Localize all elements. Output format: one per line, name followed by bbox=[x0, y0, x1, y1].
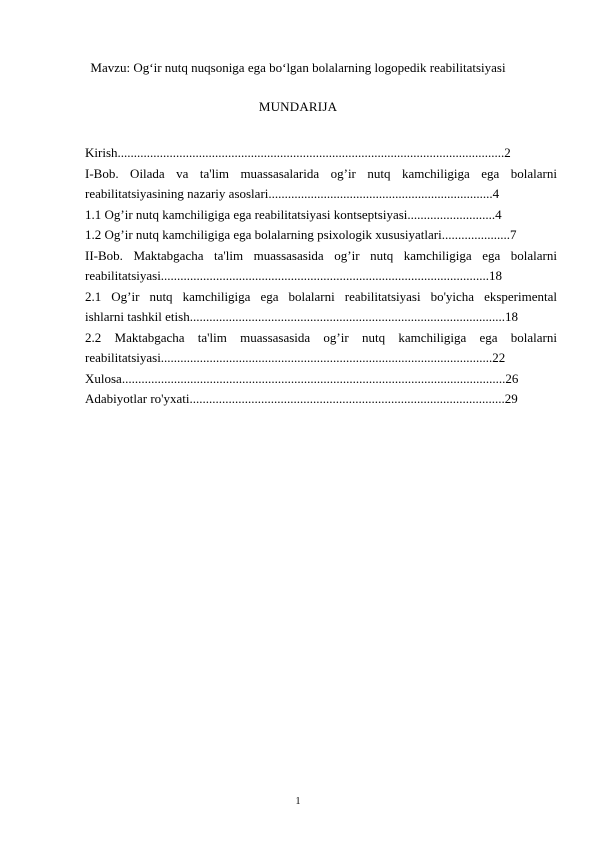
toc-line: Kirish.......................................................................................................................2 bbox=[85, 145, 511, 160]
document-topic: Mavzu: Og‘ir nutq nuqsoniga ega bo‘lgan bolalarning logopedik reabilitatsiyasi bbox=[90, 60, 506, 75]
toc-line: 2.1 Og’ir nutq kamchiligiga ega bolalarni reabilitatsiyasi bo'yicha eksperimental bbox=[85, 288, 557, 304]
toc-entry-conclusion bbox=[85, 369, 557, 390]
toc-line: II-Bob. Maktabgacha ta'lim muassasasida og’ir nutq kamchiligiga ega bolalarni bbox=[85, 247, 557, 263]
toc-entry-section-2-1 bbox=[85, 287, 557, 328]
toc-line: Xulosa......................................................................................................................26 bbox=[85, 370, 519, 386]
toc-line: reabilitatsiyasining nazariy asoslari.....................................................................4 bbox=[85, 186, 500, 201]
toc-line: ishlarni tashkil etish.................................................................................................18 bbox=[85, 309, 518, 324]
toc-entry-section-2-2 bbox=[85, 328, 557, 369]
toc-entry-chapter-1 bbox=[85, 164, 557, 205]
toc-line: 1.1 Og’ir nutq kamchiligiga ega reabilitatsiyasi kontseptsiyasi...........................4 bbox=[85, 206, 502, 222]
toc-entry-chapter-2 bbox=[85, 246, 557, 287]
table-of-contents bbox=[85, 143, 557, 410]
toc-line: I-Bob. Oilada va ta'lim muassasalarida og’ir nutq kamchiligiga ega bolalarni bbox=[85, 165, 557, 181]
toc-line: 2.2 Maktabgacha ta'lim muassasasida og’ir nutq kamchiligiga ega bolalarni bbox=[85, 329, 557, 345]
toc-line: reabilitatsiyasi......................................................................................................22 bbox=[85, 350, 506, 365]
toc-entry-intro bbox=[85, 143, 557, 164]
toc-line: Adabiyotlar ro'yxati.................................................................................................29 bbox=[85, 391, 518, 406]
toc-line: reabilitatsiyasi.....................................................................................................18 bbox=[85, 268, 503, 283]
toc-entry-section-1-2 bbox=[85, 225, 557, 246]
toc-entry-bibliography bbox=[85, 389, 557, 410]
toc-title: MUNDARIJA bbox=[258, 99, 338, 114]
page-number: 1 bbox=[295, 796, 301, 807]
toc-entry-section-1-1 bbox=[85, 205, 557, 226]
toc-line: 1.2 Og’ir nutq kamchiligiga ega bolalarning psixologik xususiyatlari.....................7 bbox=[85, 227, 517, 242]
